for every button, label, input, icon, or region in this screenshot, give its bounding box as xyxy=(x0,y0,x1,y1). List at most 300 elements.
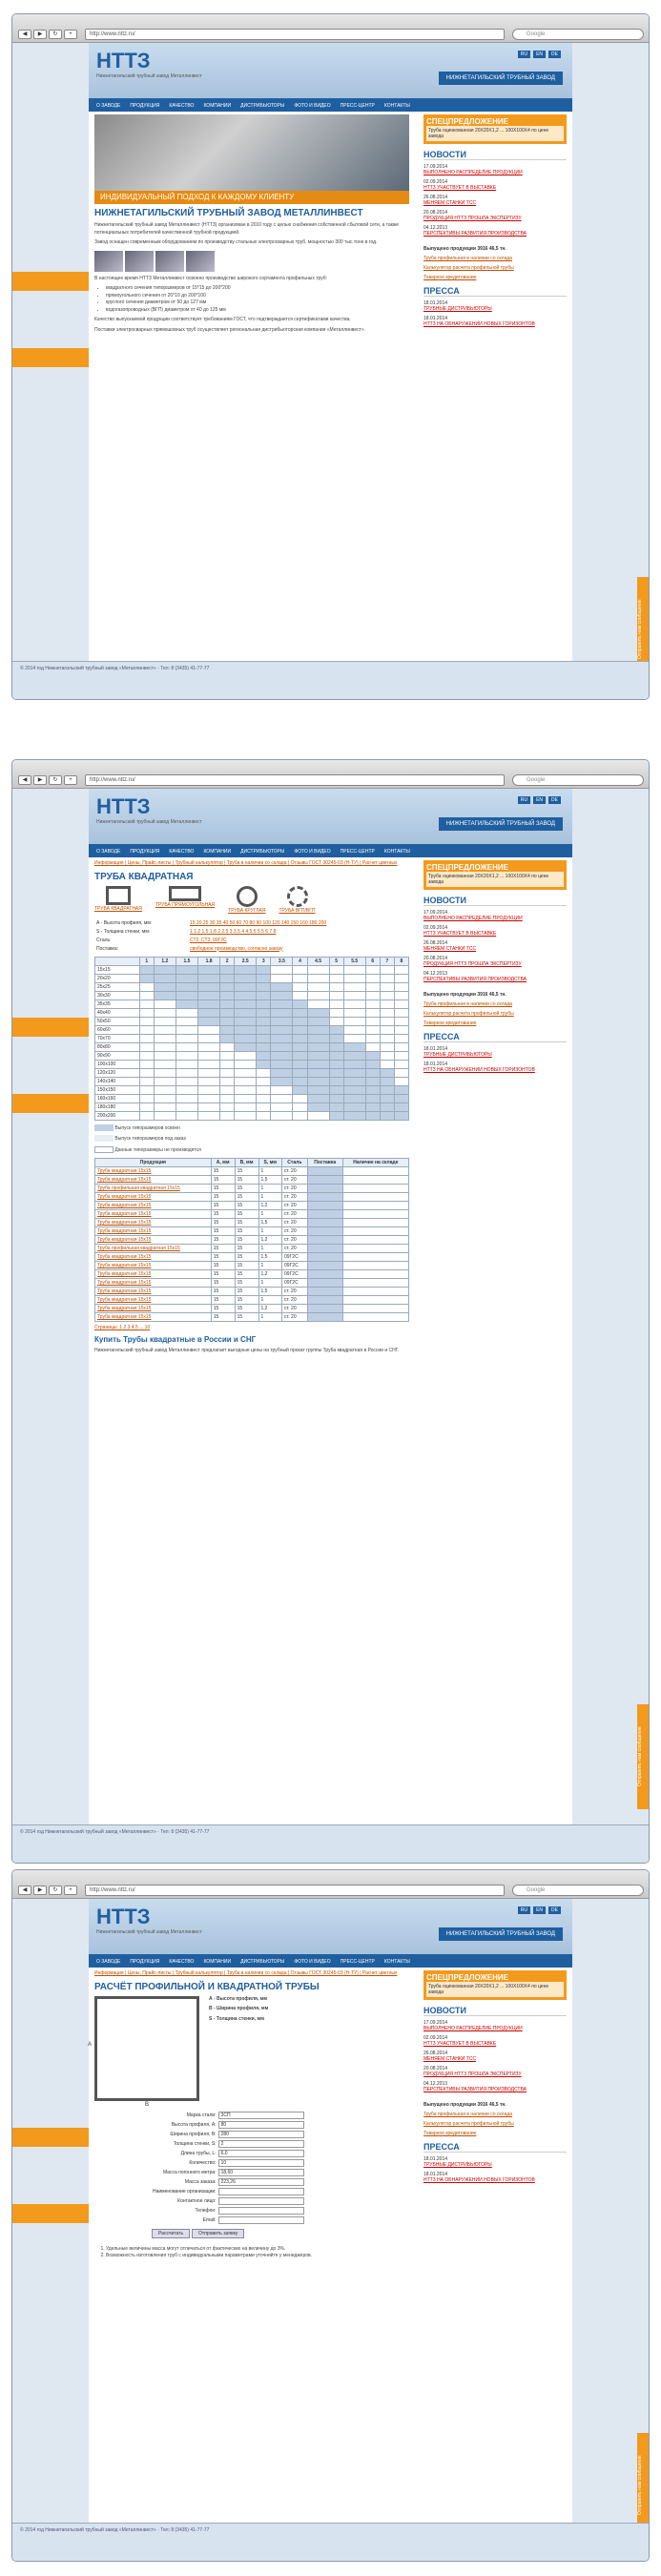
news-item[interactable] xyxy=(423,2066,567,2077)
news-item[interactable] xyxy=(423,925,567,937)
form-input[interactable] xyxy=(218,2216,304,2224)
matrix-cell[interactable] xyxy=(343,1103,365,1112)
matrix-cell[interactable] xyxy=(220,1035,235,1043)
menu-item[interactable]: КОНТАКТЫ xyxy=(383,849,410,855)
matrix-cell[interactable] xyxy=(271,1061,293,1069)
news-link[interactable]: ВЫПОЛНЕНО РАСПРЕДЕЛИЕ ПРОДУКЦИИ xyxy=(423,916,523,921)
matrix-cell[interactable] xyxy=(365,1112,380,1121)
matrix-cell[interactable] xyxy=(257,983,271,992)
news-date: 20.08.2014 xyxy=(423,956,448,961)
matrix-cell[interactable] xyxy=(293,1069,307,1078)
news-link[interactable]: ПРОДУКЦИЯ НТТЗ ПРОШЛА ЭКСПЕРТИЗУ xyxy=(423,2071,522,2077)
matrix-cell[interactable] xyxy=(220,1000,235,1009)
matrix-cell[interactable] xyxy=(235,975,257,983)
matrix-cell[interactable] xyxy=(198,975,220,983)
form-input[interactable]: 223,26 xyxy=(218,2178,304,2186)
press-item[interactable] xyxy=(423,316,567,327)
matrix-cell[interactable] xyxy=(329,1069,343,1078)
matrix-cell[interactable] xyxy=(198,992,220,1000)
matrix-cell[interactable] xyxy=(329,1026,343,1035)
news-link[interactable]: МЕНЯЕМ СТАНКИ ТСС xyxy=(423,200,477,206)
logo[interactable] xyxy=(96,49,202,79)
matrix-cell[interactable] xyxy=(271,983,293,992)
press-link[interactable]: НТТЗ НА ОБНАРУЖЕНИИ НОВЫХ ГОРИЗОНТОВ xyxy=(423,321,535,327)
photo[interactable] xyxy=(94,251,123,272)
sidebar-link[interactable]: Калькулятор расчета профильной трубы xyxy=(423,1011,514,1017)
cell: 1 xyxy=(258,1166,282,1175)
matrix-cell[interactable] xyxy=(365,1103,380,1112)
matrix-cell[interactable] xyxy=(380,1086,394,1095)
matrix-cell[interactable] xyxy=(293,1009,307,1018)
supply-filter[interactable]: свободное производство, согласно заказу xyxy=(190,945,283,952)
matrix-cell xyxy=(394,1052,408,1061)
add-tab-icon[interactable]: + xyxy=(64,1886,77,1895)
news-link[interactable]: ПРОДУКЦИЯ НТТЗ ПРОШЛА ЭКСПЕРТИЗУ xyxy=(423,216,522,221)
calculate-button[interactable]: Рассчитать xyxy=(152,2229,190,2238)
matrix-cell[interactable] xyxy=(154,966,176,975)
logo[interactable] xyxy=(96,794,202,825)
matrix-cell[interactable] xyxy=(380,1112,394,1121)
lang-ru[interactable]: RU xyxy=(518,51,530,58)
matrix-cell[interactable] xyxy=(307,1086,329,1095)
matrix-cell[interactable] xyxy=(257,1009,271,1018)
form-input[interactable]: 10 xyxy=(218,2159,304,2167)
feedback-tab[interactable]: Отправить нам сообщение xyxy=(637,577,649,682)
news-link[interactable]: НТТЗ УЧАСТВУЕТ В ВЫСТАВКЕ xyxy=(423,185,497,191)
matrix-cell[interactable] xyxy=(271,1069,293,1078)
matrix-cell[interactable] xyxy=(198,1018,220,1026)
matrix-cell[interactable] xyxy=(380,1103,394,1112)
menu-item[interactable]: ПРЕСС-ЦЕНТР xyxy=(340,849,375,855)
back-icon[interactable]: ◀ xyxy=(18,1886,31,1895)
product-link[interactable]: Труба квадратная 15x15 xyxy=(95,1235,212,1244)
news-item[interactable] xyxy=(423,195,567,206)
back-icon[interactable]: ◀ xyxy=(18,30,31,39)
matrix-cell[interactable] xyxy=(329,1043,343,1052)
matrix-cell[interactable] xyxy=(365,1061,380,1069)
sidebar-link[interactable]: Товарное кредитование xyxy=(423,275,477,280)
stock-cell xyxy=(342,1287,408,1295)
matrix-cell[interactable] xyxy=(271,1018,293,1026)
matrix-cell[interactable] xyxy=(176,983,197,992)
news-item[interactable] xyxy=(423,225,567,237)
product-link[interactable]: Труба квадратная 15x15 xyxy=(95,1269,212,1278)
pipe-type[interactable] xyxy=(279,886,316,916)
matrix-cell[interactable] xyxy=(343,1069,365,1078)
menu-item[interactable]: ДИСТРИБЬЮТОРЫ xyxy=(240,849,285,855)
form-input[interactable]: 2 xyxy=(218,2140,304,2148)
menu-item[interactable]: ФОТО И ВИДЕО xyxy=(294,849,331,855)
sidebar-link[interactable]: Труба профильная в наличии со склада xyxy=(423,1001,513,1007)
product-link[interactable]: Труба квадратная 15x15 xyxy=(95,1201,212,1209)
forward-icon[interactable]: ▶ xyxy=(33,775,47,785)
lang-en[interactable]: EN xyxy=(533,51,546,58)
menu-item[interactable]: КОНТАКТЫ xyxy=(383,103,410,109)
matrix-cell[interactable] xyxy=(139,975,154,983)
matrix-cell[interactable] xyxy=(329,1095,343,1103)
product-link[interactable]: Труба квадратная 15x15 xyxy=(95,1166,212,1175)
matrix-cell[interactable] xyxy=(271,1026,293,1035)
news-item[interactable] xyxy=(423,940,567,952)
matrix-cell[interactable] xyxy=(154,975,176,983)
menu-item[interactable]: КАЧЕСТВО xyxy=(169,103,195,109)
thickness-filter[interactable]: 1 1.2 1.5 1.8 2 2.5 3 3.5 4 4.5 5 5.5 6 7 8 xyxy=(190,928,277,935)
press-link[interactable]: ТРУБНЫЕ ДИСТРИБЬЮТОРЫ xyxy=(423,306,492,312)
sidebar-link[interactable]: Калькулятор расчета профильной трубы xyxy=(423,265,514,271)
matrix-cell[interactable] xyxy=(329,1052,343,1061)
sidebar-link[interactable]: Калькулятор расчета профильной трубы xyxy=(423,2121,514,2127)
lang-ru[interactable]: RU xyxy=(518,796,530,804)
news-link[interactable]: МЕНЯЕМ СТАНКИ ТСС xyxy=(423,2056,477,2062)
breadcrumb[interactable]: Информация | Цены, Прайс-листы | Трубный калькулятор | Труба в наличии со склада | Отзывы ГОСТ 30245-03 (Н-ТУ) | Расчет цветных xyxy=(94,860,398,866)
matrix-cell[interactable] xyxy=(257,1035,271,1043)
matrix-cell[interactable] xyxy=(343,1061,365,1069)
news-link[interactable]: ПРОДУКЦИЯ НТТЗ ПРОШЛА ЭКСПЕРТИЗУ xyxy=(423,961,522,967)
lang-en[interactable]: EN xyxy=(533,1906,546,1914)
news-item[interactable] xyxy=(423,971,567,982)
news-link[interactable]: ВЫПОЛНЕНО РАСПРЕДЕЛИЕ ПРОДУКЦИИ xyxy=(423,2026,523,2031)
matrix-cell xyxy=(139,1000,154,1009)
menu-item[interactable]: ДИСТРИБЬЮТОРЫ xyxy=(240,103,285,109)
matrix-cell xyxy=(271,1095,293,1103)
matrix-cell[interactable] xyxy=(257,1026,271,1035)
form-input[interactable] xyxy=(218,2188,304,2195)
matrix-cell[interactable] xyxy=(307,1035,329,1043)
photo[interactable] xyxy=(155,251,184,272)
news-link[interactable]: ПЕРСПЕКТИВЫ РАЗВИТИЯ ПРОИЗВОДСТВА xyxy=(423,2087,527,2092)
back-icon[interactable]: ◀ xyxy=(18,775,31,785)
product-link[interactable]: Труба квадратная 15x15 xyxy=(95,1304,212,1312)
menu-item[interactable]: ПРЕСС-ЦЕНТР xyxy=(340,103,375,109)
form-input[interactable]: 18,60 xyxy=(218,2169,304,2176)
news-date: 26.08.2014 xyxy=(423,195,448,200)
matrix-cell[interactable] xyxy=(293,1026,307,1035)
matrix-cell[interactable] xyxy=(293,1043,307,1052)
matrix-cell[interactable] xyxy=(343,1052,365,1061)
matrix-cell[interactable] xyxy=(307,1043,329,1052)
cell: 15 xyxy=(235,1252,258,1261)
product-link[interactable]: Труба квадратная 15x15 xyxy=(95,1312,212,1321)
form-input[interactable]: 6,0 xyxy=(218,2150,304,2157)
matrix-cell[interactable] xyxy=(154,992,176,1000)
menu-item[interactable]: КАЧЕСТВО xyxy=(169,849,195,855)
press-item[interactable] xyxy=(423,1046,567,1058)
press-item[interactable] xyxy=(423,2156,567,2168)
form-input[interactable] xyxy=(218,2197,304,2205)
matrix-cell[interactable] xyxy=(257,975,271,983)
matrix-cell[interactable] xyxy=(220,1009,235,1018)
special-text[interactable]: Труба оцинкованная 20Х20Х1,2 ... 100Х100Х4 по цене завода xyxy=(426,126,564,141)
matrix-cell[interactable] xyxy=(271,992,293,1000)
breadcrumb[interactable]: Информация | Цены, Прайс-листы | Трубный калькулятор | Труба в наличии со склада | Отзывы ГОСТ 30245-03 (Н-ТУ) | Расчет цветных xyxy=(94,1970,398,1976)
lang-de[interactable]: DE xyxy=(548,51,561,58)
matrix-cell[interactable] xyxy=(293,1086,307,1095)
matrix-cell[interactable] xyxy=(307,1078,329,1086)
matrix-cell[interactable] xyxy=(307,1061,329,1069)
cell: 1,5 xyxy=(258,1175,282,1184)
cell: ст. 20 xyxy=(282,1166,308,1175)
news-item[interactable] xyxy=(423,2050,567,2062)
press-link[interactable]: ТРУБНЫЕ ДИСТРИБЬЮТОРЫ xyxy=(423,1052,492,1058)
sidebar-link[interactable]: Труба профильная в наличии со склада xyxy=(423,2112,513,2117)
matrix-cell[interactable] xyxy=(307,1052,329,1061)
matrix-cell[interactable] xyxy=(307,1009,329,1018)
news-link[interactable]: ПЕРСПЕКТИВЫ РАЗВИТИЯ ПРОИЗВОДСТВА xyxy=(423,977,527,982)
photo[interactable] xyxy=(125,251,154,272)
matrix-cell[interactable] xyxy=(394,1112,408,1121)
matrix-cell[interactable] xyxy=(235,1035,257,1043)
header-button[interactable]: НИЖНЕТАГИЛЬСКИЙ ТРУБНЫЙ ЗАВОД xyxy=(439,1927,563,1941)
matrix-cell[interactable] xyxy=(139,966,154,975)
sidebar-link[interactable]: Труба профильная в наличии со склада xyxy=(423,256,513,261)
news-link[interactable]: ПЕРСПЕКТИВЫ РАЗВИТИЯ ПРОИЗВОДСТВА xyxy=(423,231,527,237)
matrix-cell[interactable] xyxy=(235,1043,257,1052)
menu-item[interactable]: КАЧЕСТВО xyxy=(169,1959,195,1965)
press-link[interactable]: НТТЗ НА ОБНАРУЖЕНИИ НОВЫХ ГОРИЗОНТОВ xyxy=(423,1067,535,1073)
product-link[interactable]: Труба квадратная 15x15 xyxy=(95,1261,212,1269)
matrix-cell[interactable] xyxy=(235,1009,257,1018)
news-item[interactable] xyxy=(423,2081,567,2092)
form-input[interactable]: 280 xyxy=(218,2131,304,2138)
menu-item[interactable]: КОНТАКТЫ xyxy=(383,1959,410,1965)
matrix-cell[interactable] xyxy=(257,1000,271,1009)
matrix-cell[interactable] xyxy=(394,1095,408,1103)
product-link[interactable]: Труба квадратная 15x15 xyxy=(95,1175,212,1184)
matrix-cell[interactable] xyxy=(198,966,220,975)
site-footer: © 2014 год Нижнетагильский трубный завод «Металлинвест» · Тел: 8 (3435) 41-77-77 xyxy=(12,1824,649,1863)
reload-icon[interactable]: ↻ xyxy=(49,775,62,785)
matrix-cell[interactable] xyxy=(198,1000,220,1009)
matrix-cell[interactable] xyxy=(176,966,197,975)
matrix-cell[interactable] xyxy=(235,1000,257,1009)
lang-ru[interactable]: RU xyxy=(518,1906,530,1914)
matrix-cell[interactable] xyxy=(293,1035,307,1043)
matrix-cell[interactable] xyxy=(343,1086,365,1095)
matrix-cell[interactable] xyxy=(235,966,257,975)
matrix-cell[interactable] xyxy=(257,1061,271,1069)
menu-item[interactable]: О ЗАВОДЕ xyxy=(96,1959,121,1965)
menu-item[interactable]: О ЗАВОДЕ xyxy=(96,849,121,855)
matrix-cell[interactable] xyxy=(307,1069,329,1078)
matrix-cell[interactable] xyxy=(198,983,220,992)
special-text[interactable]: Труба оцинкованная 20Х20Х1,2 ... 100Х100Х4 по цене завода xyxy=(426,1982,564,1997)
pagination[interactable]: Страницы: 1 2 3 4 5 ... 10 xyxy=(94,1324,151,1330)
lang-de[interactable]: DE xyxy=(548,1906,561,1914)
menu-item[interactable]: ДИСТРИБЬЮТОРЫ xyxy=(240,1959,285,1965)
matrix-cell[interactable] xyxy=(380,1078,394,1086)
matrix-cell[interactable] xyxy=(220,992,235,1000)
menu-item[interactable]: О ЗАВОДЕ xyxy=(96,103,121,109)
reload-icon[interactable]: ↻ xyxy=(49,1886,62,1895)
forward-icon[interactable]: ▶ xyxy=(33,30,47,39)
matrix-cell[interactable] xyxy=(380,1095,394,1103)
matrix-cell[interactable] xyxy=(365,1052,380,1061)
matrix-cell[interactable] xyxy=(154,983,176,992)
matrix-cell[interactable] xyxy=(293,1018,307,1026)
steel-filter[interactable]: СТ2, СТ3, 09Г2С xyxy=(190,937,227,943)
menu-item[interactable]: ПРОДУКЦИЯ xyxy=(130,103,160,109)
matrix-cell[interactable] xyxy=(271,1009,293,1018)
matrix-cell[interactable] xyxy=(394,1103,408,1112)
matrix-cell[interactable] xyxy=(176,992,197,1000)
matrix-cell[interactable] xyxy=(257,992,271,1000)
news-item[interactable] xyxy=(423,164,567,175)
matrix-cell[interactable] xyxy=(307,1018,329,1026)
matrix-cell[interactable] xyxy=(343,1078,365,1086)
news-item[interactable] xyxy=(423,179,567,191)
news-item[interactable] xyxy=(423,210,567,221)
product-link[interactable]: Труба квадратная 15x15 xyxy=(95,1209,212,1218)
matrix-cell[interactable] xyxy=(271,1043,293,1052)
pipe-type[interactable] xyxy=(94,886,142,916)
matrix-cell[interactable] xyxy=(271,1052,293,1061)
menu-item[interactable]: ПРОДУКЦИЯ xyxy=(130,849,160,855)
matrix-cell[interactable] xyxy=(271,1035,293,1043)
address-bar[interactable]: http://www.nttz.ru/ xyxy=(85,1885,505,1896)
product-link[interactable]: Труба квадратная 15x15 xyxy=(95,1218,212,1226)
search-field[interactable]: Google xyxy=(512,1885,644,1896)
product-link[interactable]: Труба квадратная 15x15 xyxy=(95,1278,212,1287)
size-filter[interactable]: 15 20 25 30 35 40 50 60 70 80 90 100 120 140 150 160 180 200 xyxy=(190,919,327,926)
send-request-button[interactable]: Отправить заявку xyxy=(192,2229,244,2238)
sidebar-link[interactable]: Товарное кредитование xyxy=(423,2131,477,2136)
matrix-cell[interactable] xyxy=(257,1052,271,1061)
product-link[interactable]: Труба профильная квадратная 15x15 xyxy=(95,1184,212,1192)
matrix-cell[interactable] xyxy=(365,1095,380,1103)
matrix-cell[interactable] xyxy=(365,1086,380,1095)
press-item[interactable] xyxy=(423,1061,567,1073)
matrix-cell[interactable] xyxy=(257,1018,271,1026)
product-link[interactable]: Труба квадратная 15x15 xyxy=(95,1226,212,1235)
special-text[interactable]: Труба оцинкованная 20Х20Х1,2 ... 100Х100Х4 по цене завода xyxy=(426,872,564,887)
menu-item[interactable]: ПРЕСС-ЦЕНТР xyxy=(340,1959,375,1965)
matrix-cell[interactable] xyxy=(220,975,235,983)
matrix-cell[interactable] xyxy=(329,1035,343,1043)
matrix-cell[interactable] xyxy=(257,1043,271,1052)
product-link[interactable]: Труба квадратная 15x15 xyxy=(95,1252,212,1261)
matrix-cell[interactable] xyxy=(343,1095,365,1103)
news-link[interactable]: МЕНЯЕМ СТАНКИ ТСС xyxy=(423,946,477,952)
matrix-cell[interactable] xyxy=(220,1026,235,1035)
search-field[interactable]: Google xyxy=(512,774,644,786)
matrix-cell[interactable] xyxy=(235,1026,257,1035)
menu-item[interactable]: КОМПАНИИ xyxy=(203,849,232,855)
matrix-cell[interactable] xyxy=(329,1086,343,1095)
reload-icon[interactable]: ↻ xyxy=(49,30,62,39)
menu-item[interactable]: КОМПАНИИ xyxy=(203,103,232,109)
matrix-cell[interactable] xyxy=(271,1078,293,1086)
form-input[interactable]: 3СП xyxy=(218,2112,304,2119)
news-item[interactable] xyxy=(423,2035,567,2047)
menu-item[interactable]: КОМПАНИИ xyxy=(203,1959,232,1965)
news-link[interactable]: ВЫПОЛНЕНО РАСПРЕДЕЛИЕ ПРОДУКЦИИ xyxy=(423,170,523,175)
matrix-cell[interactable] xyxy=(220,1018,235,1026)
matrix-cell[interactable] xyxy=(220,983,235,992)
news-item[interactable] xyxy=(423,2020,567,2031)
lang-de[interactable]: DE xyxy=(548,796,561,804)
header-button[interactable]: НИЖНЕТАГИЛЬСКИЙ ТРУБНЫЙ ЗАВОД xyxy=(439,72,563,85)
matrix-cell[interactable] xyxy=(343,1112,365,1121)
pipe-type[interactable] xyxy=(228,886,265,916)
product-link[interactable]: Труба профильная квадратная 15x15 xyxy=(95,1244,212,1252)
header-button[interactable]: НИЖНЕТАГИЛЬСКИЙ ТРУБНЫЙ ЗАВОД xyxy=(439,817,563,831)
matrix-cell[interactable] xyxy=(220,966,235,975)
cell: 15 xyxy=(211,1269,235,1278)
matrix-cell[interactable] xyxy=(329,1078,343,1086)
matrix-cell[interactable] xyxy=(307,1026,329,1035)
product-link[interactable]: Труба квадратная 15x15 xyxy=(95,1287,212,1295)
matrix-cell[interactable] xyxy=(329,1112,343,1121)
address-bar[interactable]: http://www.nttz.ru/ xyxy=(85,774,505,786)
matrix-cell[interactable] xyxy=(235,992,257,1000)
matrix-cell[interactable] xyxy=(176,1000,197,1009)
forward-icon[interactable]: ▶ xyxy=(33,1886,47,1895)
matrix-cell[interactable] xyxy=(329,1103,343,1112)
matrix-cell[interactable] xyxy=(293,1052,307,1061)
lang-en[interactable]: EN xyxy=(533,796,546,804)
add-tab-icon[interactable]: + xyxy=(64,775,77,785)
search-field[interactable]: Google xyxy=(512,29,644,40)
press-item[interactable] xyxy=(423,2172,567,2183)
news-link[interactable]: НТТЗ УЧАСТВУЕТ В ВЫСТАВКЕ xyxy=(423,931,497,937)
matrix-cell[interactable] xyxy=(365,1078,380,1086)
logo[interactable] xyxy=(96,1905,202,1935)
menu-item[interactable]: ПРОДУКЦИЯ xyxy=(130,1959,160,1965)
filter-label: А - Высота профиля, мм: xyxy=(96,919,153,926)
matrix-cell[interactable] xyxy=(235,1018,257,1026)
form-input[interactable]: 80 xyxy=(218,2121,304,2129)
press-link[interactable]: НТТЗ НА ОБНАРУЖЕНИИ НОВЫХ ГОРИЗОНТОВ xyxy=(423,2177,535,2183)
matrix-cell[interactable] xyxy=(343,1043,365,1052)
menu-item[interactable]: ФОТО И ВИДЕО xyxy=(294,1959,331,1965)
table-row xyxy=(95,1201,409,1209)
matrix-cell[interactable] xyxy=(365,1069,380,1078)
pipe-type[interactable] xyxy=(155,886,215,916)
matrix-cell[interactable] xyxy=(293,1061,307,1069)
matrix-cell[interactable] xyxy=(329,1061,343,1069)
supply-cell xyxy=(307,1184,342,1192)
matrix-cell[interactable] xyxy=(198,1009,220,1018)
matrix-cell[interactable] xyxy=(176,975,197,983)
product-link[interactable]: Труба квадратная 15x15 xyxy=(95,1295,212,1304)
table-row xyxy=(95,1295,409,1304)
press-item[interactable] xyxy=(423,300,567,312)
matrix-cell[interactable] xyxy=(271,1000,293,1009)
matrix-cell xyxy=(257,1069,271,1078)
add-tab-icon[interactable]: + xyxy=(64,30,77,39)
matrix-cell[interactable] xyxy=(235,983,257,992)
matrix-cell[interactable] xyxy=(380,1069,394,1078)
matrix-cell[interactable] xyxy=(307,1095,329,1103)
form-input[interactable] xyxy=(218,2207,304,2215)
feedback-tab[interactable]: Отправить нам сообщение xyxy=(637,1704,649,1809)
matrix-cell[interactable] xyxy=(257,966,271,975)
product-link[interactable]: Труба квадратная 15x15 xyxy=(95,1192,212,1201)
feedback-tab[interactable]: Отправить нам сообщение xyxy=(637,2433,649,2538)
address-bar[interactable]: http://www.nttz.ru/ xyxy=(85,29,505,40)
news-item[interactable] xyxy=(423,956,567,967)
matrix-cell[interactable] xyxy=(394,1086,408,1095)
press-link[interactable]: ТРУБНЫЕ ДИСТРИБЬЮТОРЫ xyxy=(423,2162,492,2168)
sidebar-link[interactable]: Товарное кредитование xyxy=(423,1020,477,1026)
matrix-cell[interactable] xyxy=(293,1078,307,1086)
menu-item[interactable]: ФОТО И ВИДЕО xyxy=(294,103,331,109)
news-link[interactable]: НТТЗ УЧАСТВУЕТ В ВЫСТАВКЕ xyxy=(423,2041,497,2047)
matrix-cell[interactable] xyxy=(293,1000,307,1009)
news-item[interactable] xyxy=(423,910,567,921)
photo[interactable] xyxy=(186,251,215,272)
matrix-cell[interactable] xyxy=(307,1103,329,1112)
